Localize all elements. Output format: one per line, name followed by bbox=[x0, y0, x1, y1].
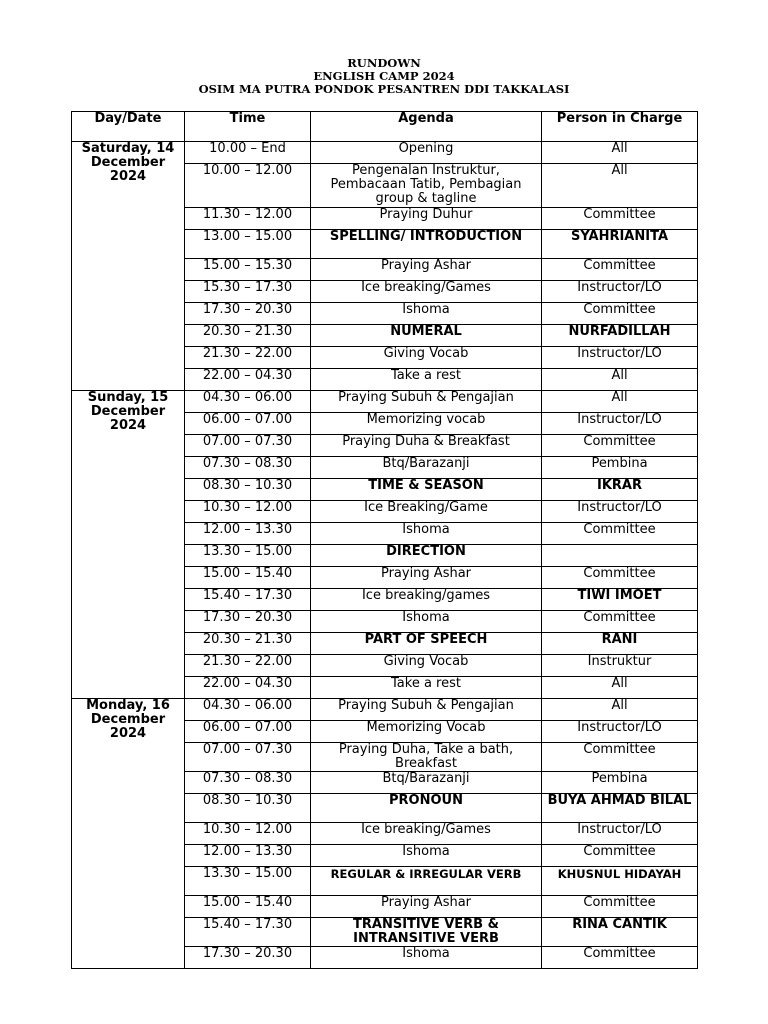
agenda-cell: Ice breaking/games bbox=[311, 589, 542, 611]
time-cell: 22.00 – 04.30 bbox=[185, 677, 311, 699]
time-cell: 12.00 – 13.30 bbox=[185, 845, 311, 867]
person-cell: Committee bbox=[542, 947, 698, 969]
agenda-cell: Btq/Barazanji bbox=[311, 457, 542, 479]
agenda-cell: Ishoma bbox=[311, 611, 542, 633]
agenda-cell: REGULAR & IRREGULAR VERB bbox=[311, 867, 542, 896]
time-cell: 08.30 – 10.30 bbox=[185, 794, 311, 823]
time-cell: 11.30 – 12.00 bbox=[185, 208, 311, 230]
rundown-table bbox=[71, 111, 698, 969]
person-cell: RANI bbox=[542, 633, 698, 655]
person-cell: Committee bbox=[542, 567, 698, 589]
agenda-cell: Ishoma bbox=[311, 845, 542, 867]
agenda-cell: Ishoma bbox=[311, 523, 542, 545]
agenda-cell: Take a rest bbox=[311, 369, 542, 391]
person-cell: Instructor/LO bbox=[542, 347, 698, 369]
person-cell: SYAHRIANITA bbox=[542, 230, 698, 259]
agenda-cell: Praying Duhur bbox=[311, 208, 542, 230]
time-cell: 20.30 – 21.30 bbox=[185, 325, 311, 347]
person-cell: Instructor/LO bbox=[542, 413, 698, 435]
agenda-cell: Praying Ashar bbox=[311, 259, 542, 281]
person-cell: TIWI IMOET bbox=[542, 589, 698, 611]
time-cell: 15.00 – 15.30 bbox=[185, 259, 311, 281]
agenda-cell: Memorizing Vocab bbox=[311, 721, 542, 743]
person-cell: Instruktur bbox=[542, 655, 698, 677]
person-cell: Committee bbox=[542, 845, 698, 867]
time-cell: 12.00 – 13.30 bbox=[185, 523, 311, 545]
agenda-cell: Ice Breaking/Game bbox=[311, 501, 542, 523]
time-cell: 08.30 – 10.30 bbox=[185, 479, 311, 501]
person-cell: Committee bbox=[542, 259, 698, 281]
column-header-day: Day/Date bbox=[72, 112, 185, 142]
person-cell: Committee bbox=[542, 208, 698, 230]
agenda-cell: SPELLING/ INTRODUCTION bbox=[311, 230, 542, 259]
agenda-cell: Giving Vocab bbox=[311, 655, 542, 677]
column-header-person: Person in Charge bbox=[542, 112, 698, 142]
agenda-cell: Btq/Barazanji bbox=[311, 772, 542, 794]
person-cell: Instructor/LO bbox=[542, 823, 698, 845]
table-row bbox=[72, 142, 698, 164]
column-header-agenda: Agenda bbox=[311, 112, 542, 142]
person-cell: Committee bbox=[542, 743, 698, 772]
doc-title: RUNDOWN bbox=[347, 56, 421, 70]
time-cell: 06.00 – 07.00 bbox=[185, 721, 311, 743]
time-cell: 04.30 – 06.00 bbox=[185, 699, 311, 721]
table-row bbox=[72, 391, 698, 413]
agenda-cell: DIRECTION bbox=[311, 545, 542, 567]
person-cell: Committee bbox=[542, 303, 698, 325]
time-cell: 13.30 – 15.00 bbox=[185, 867, 311, 896]
person-cell: Instructor/LO bbox=[542, 721, 698, 743]
person-cell: KHUSNUL HIDAYAH bbox=[542, 867, 698, 896]
time-cell: 07.00 – 07.30 bbox=[185, 743, 311, 772]
column-header-time: Time bbox=[185, 112, 311, 142]
person-cell: All bbox=[542, 391, 698, 413]
agenda-cell: Praying Subuh & Pengajian bbox=[311, 391, 542, 413]
time-cell: 13.00 – 15.00 bbox=[185, 230, 311, 259]
time-cell: 10.30 – 12.00 bbox=[185, 823, 311, 845]
time-cell: 20.30 – 21.30 bbox=[185, 633, 311, 655]
agenda-cell: Praying Duha & Breakfast bbox=[311, 435, 542, 457]
agenda-cell: Memorizing vocab bbox=[311, 413, 542, 435]
agenda-cell: Praying Subuh & Pengajian bbox=[311, 699, 542, 721]
person-cell: Instructor/LO bbox=[542, 281, 698, 303]
doc-organization: OSIM MA PUTRA PONDOK PESANTREN DDI TAKKALASI bbox=[198, 82, 570, 96]
day-date-cell: Saturday, 14 December 2024 bbox=[72, 142, 185, 391]
time-cell: 17.30 – 20.30 bbox=[185, 947, 311, 969]
agenda-cell: Ice breaking/Games bbox=[311, 281, 542, 303]
doc-subtitle: ENGLISH CAMP 2024 bbox=[313, 69, 455, 83]
time-cell: 10.00 – 12.00 bbox=[185, 164, 311, 208]
person-cell: All bbox=[542, 142, 698, 164]
agenda-cell: Pengenalan Instruktur, Pembacaan Tatib, Pembagian group & tagline bbox=[311, 164, 542, 208]
person-cell: All bbox=[542, 699, 698, 721]
time-cell: 04.30 – 06.00 bbox=[185, 391, 311, 413]
agenda-cell: PRONOUN bbox=[311, 794, 542, 823]
time-cell: 17.30 – 20.30 bbox=[185, 303, 311, 325]
agenda-cell: Ishoma bbox=[311, 947, 542, 969]
table-header-row bbox=[72, 112, 698, 142]
person-cell: Pembina bbox=[542, 772, 698, 794]
time-cell: 22.00 – 04.30 bbox=[185, 369, 311, 391]
agenda-cell: TIME & SEASON bbox=[311, 479, 542, 501]
agenda-cell: Ice breaking/Games bbox=[311, 823, 542, 845]
person-cell: RINA CANTIK bbox=[542, 918, 698, 947]
time-cell: 10.30 – 12.00 bbox=[185, 501, 311, 523]
person-cell: Committee bbox=[542, 523, 698, 545]
person-cell: Instructor/LO bbox=[542, 501, 698, 523]
time-cell: 21.30 – 22.00 bbox=[185, 347, 311, 369]
time-cell: 15.30 – 17.30 bbox=[185, 281, 311, 303]
time-cell: 10.00 – End bbox=[185, 142, 311, 164]
table-row bbox=[72, 699, 698, 721]
agenda-cell: Praying Ashar bbox=[311, 896, 542, 918]
rundown-body bbox=[72, 142, 698, 969]
day-date-cell: Sunday, 15 December 2024 bbox=[72, 391, 185, 699]
time-cell: 13.30 – 15.00 bbox=[185, 545, 311, 567]
agenda-cell: NUMERAL bbox=[311, 325, 542, 347]
agenda-cell: TRANSITIVE VERB & INTRANSITIVE VERB bbox=[311, 918, 542, 947]
agenda-cell: Opening bbox=[311, 142, 542, 164]
person-cell: Pembina bbox=[542, 457, 698, 479]
time-cell: 15.00 – 15.40 bbox=[185, 896, 311, 918]
person-cell: BUYA AHMAD BILAL bbox=[542, 794, 698, 823]
day-date-cell: Monday, 16 December 2024 bbox=[72, 699, 185, 969]
person-cell bbox=[542, 545, 698, 567]
time-cell: 15.00 – 15.40 bbox=[185, 567, 311, 589]
time-cell: 06.00 – 07.00 bbox=[185, 413, 311, 435]
person-cell: IKRAR bbox=[542, 479, 698, 501]
time-cell: 07.30 – 08.30 bbox=[185, 457, 311, 479]
time-cell: 07.00 – 07.30 bbox=[185, 435, 311, 457]
person-cell: Committee bbox=[542, 435, 698, 457]
agenda-cell: Giving Vocab bbox=[311, 347, 542, 369]
person-cell: All bbox=[542, 369, 698, 391]
person-cell: Committee bbox=[542, 611, 698, 633]
time-cell: 15.40 – 17.30 bbox=[185, 918, 311, 947]
time-cell: 17.30 – 20.30 bbox=[185, 611, 311, 633]
agenda-cell: Praying Duha, Take a bath, Breakfast bbox=[311, 743, 542, 772]
person-cell: All bbox=[542, 677, 698, 699]
agenda-cell: PART OF SPEECH bbox=[311, 633, 542, 655]
time-cell: 07.30 – 08.30 bbox=[185, 772, 311, 794]
time-cell: 15.40 – 17.30 bbox=[185, 589, 311, 611]
agenda-cell: Take a rest bbox=[311, 677, 542, 699]
agenda-cell: Praying Ashar bbox=[311, 567, 542, 589]
person-cell: NURFADILLAH bbox=[542, 325, 698, 347]
time-cell: 21.30 – 22.00 bbox=[185, 655, 311, 677]
person-cell: All bbox=[542, 164, 698, 208]
agenda-cell: Ishoma bbox=[311, 303, 542, 325]
person-cell: Committee bbox=[542, 896, 698, 918]
